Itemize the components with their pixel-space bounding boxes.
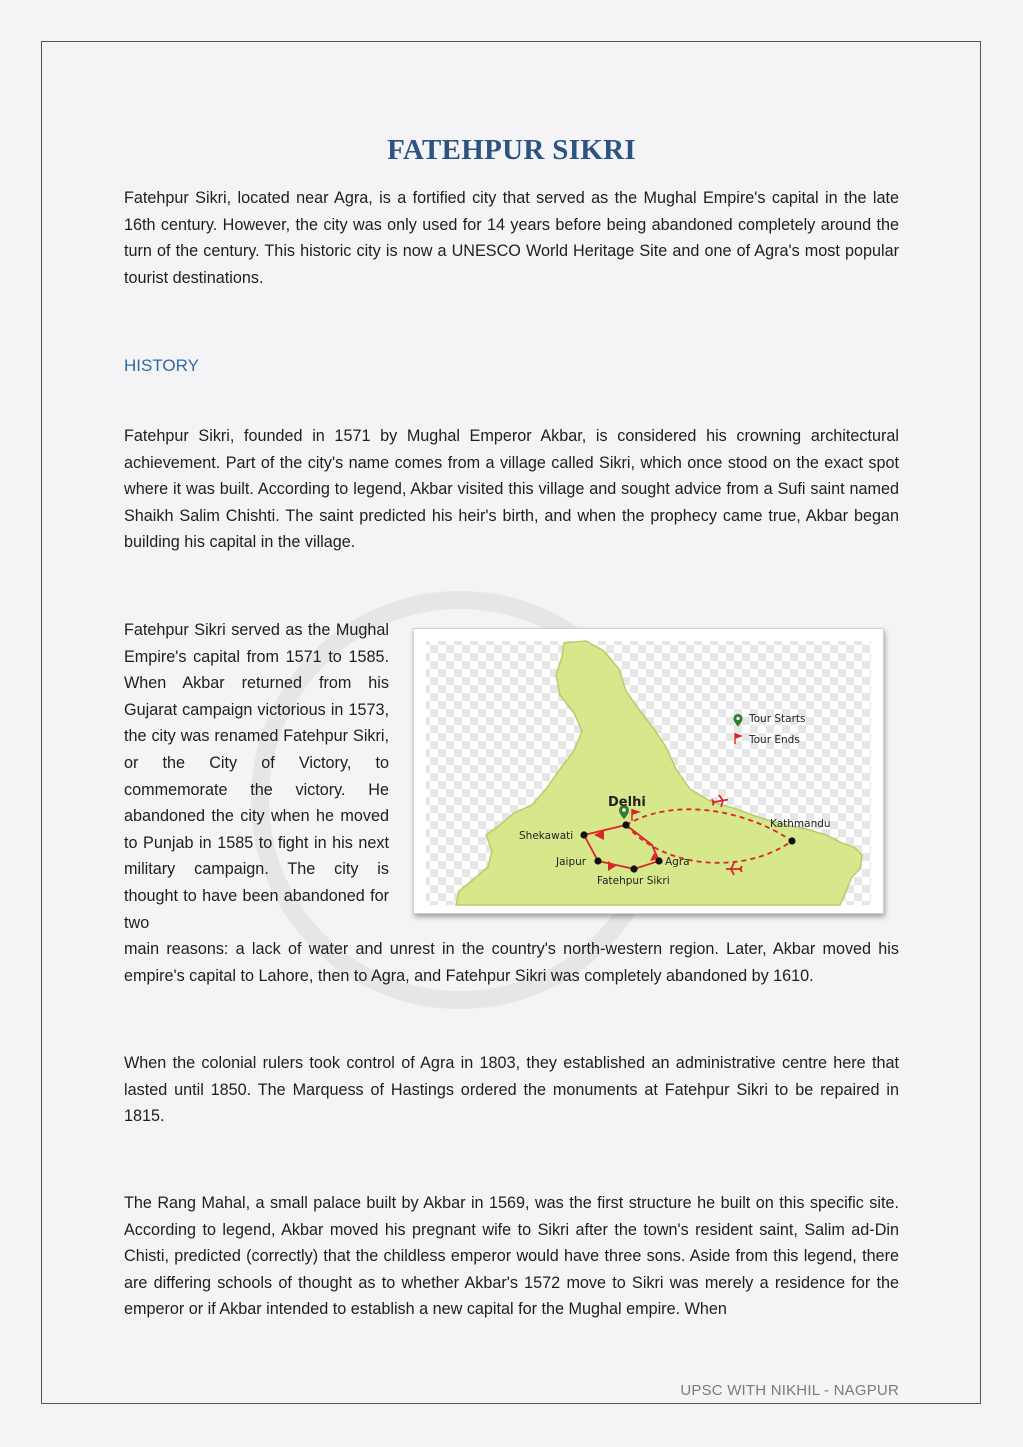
- agra-marker: [655, 857, 662, 864]
- label-agra: Agra: [665, 856, 690, 868]
- label-jaipur: Jaipur: [556, 856, 587, 868]
- jaipur-marker: [594, 857, 601, 864]
- delhi-marker: [622, 821, 629, 828]
- history-heading: HISTORY: [124, 356, 199, 375]
- label-kathmandu: Kathmandu: [770, 818, 831, 830]
- legend-tour-ends: Tour Ends: [749, 734, 800, 746]
- intro-paragraph: Fatehpur Sikri, located near Agra, is a fortified city that served as the Mughal Empire's capital in the late 16th century. However, the city was only used for 14 years before being abandoned completely around the turn of the century. This historic city is now a UNESCO World Heritage Site and one of Agra's most popular tourist destinations.: [124, 189, 899, 287]
- tour-map: [413, 628, 884, 914]
- shekawati-marker: [580, 831, 587, 838]
- page-footer: UPSC WITH NIKHIL - NAGPUR: [680, 1382, 899, 1399]
- label-fatehpur-sikri: Fatehpur Sikri: [597, 875, 670, 887]
- label-shekawati: Shekawati: [519, 830, 574, 842]
- page-title: FATEHPUR SIKRI: [387, 134, 636, 166]
- colonial-paragraph: When the colonial rulers took control of Agra in 1803, they established an administrative centre here that lasted until 1850. The Marquess of Hastings ordered the monuments at Fatehpur Sikri to be repaired in 1815.: [124, 1054, 899, 1126]
- kathmandu-marker: [788, 837, 795, 844]
- fatehpur-marker: [630, 865, 637, 872]
- capital-paragraph-continued: main reasons: a lack of water and unrest in the country's north-western region. Later, Akbar moved his empire's capital to Lahore, then to Agra, and Fatehpur Sikri was completely abandoned by 1610.: [124, 940, 899, 985]
- rang-mahal-paragraph: The Rang Mahal, a small palace built by Akbar in 1569, was the first structure he built on this specific site. According to legend, Akbar moved his pregnant wife to Sikri after the town's resident saint, Salim ad-Din Chisti, predicted (correctly) that the childless emperor would have three sons. Aside from this legend, there are differing schools of thought as to whether Akbar's 1572 move to Sikri was merely a residence for the emperor or if Akbar intended to establish a new capital for the Mughal empire. When: [124, 1194, 899, 1319]
- label-delhi: Delhi: [608, 795, 646, 810]
- history-paragraph: Fatehpur Sikri, founded in 1571 by Mughal Emperor Akbar, is considered his crowning architectural achievement. Part of the city's name comes from a village called Sikri, which once stood on the exact spot where it was built. According to legend, Akbar visited this village and sought advice from a Sufi saint named Shaikh Salim Chishti. The saint predicted his heir's birth, and when the prophecy came true, Akbar began building his capital in the village.: [124, 427, 899, 552]
- legend-tour-starts: Tour Starts: [749, 713, 806, 725]
- capital-paragraph: Fatehpur Sikri served as the Mughal Empire's capital from 1571 to 1585. When Akbar returned from his Gujarat campaign victorious in 1573, the city was renamed Fatehpur Sikri, or the City of Victory, to commemorate the victory. He abandoned the city when he moved to Punjab in 1585 to fight in his next military campaign. The city is thought to have been abandoned for two: [124, 621, 389, 932]
